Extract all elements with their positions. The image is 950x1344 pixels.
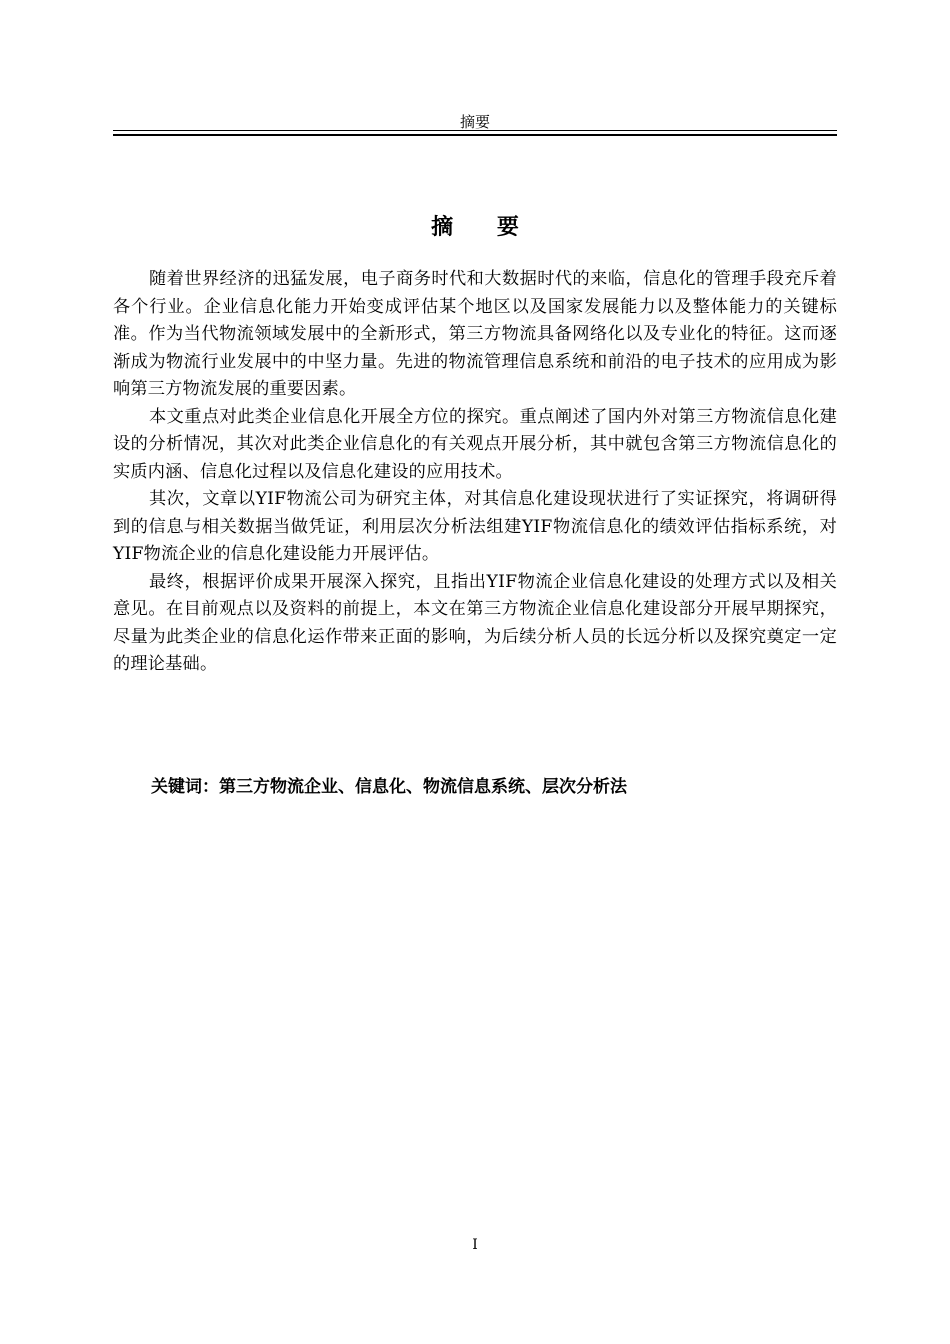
page-number: I [472,1237,478,1253]
paragraph-2: 本文重点对此类企业信息化开展全方位的探究。重点阐述了国内外对第三方物流信息化建设的分析情况，其次对此类企业信息化的有关观点开展分析，其中就包含第三方物流信息化的实质内涵、信息化过程以及信息化建设的应用技术。 [113,406,837,482]
paragraph-3: 其次，文章以YIF物流公司为研究主体，对其信息化建设现状进行了实证探究，将调研得到的信息与相关数据当做凭证，利用层次分析法组建YIF物流信息化的绩效评估指标系统，对YIF物流企业的信息化建设能力开展评估。 [113,489,837,564]
abstract-body [113,266,837,679]
keywords: 关键词：第三方物流企业、信息化、物流信息系统、层次分析法 [151,777,627,797]
page-title: 摘 要 [431,215,537,240]
paragraph-1: 随着世界经济的迅猛发展，电子商务时代和大数据时代的来临，信息化的管理手段充斥着各个行业。企业信息化能力开始变成评估某个地区以及国家发展能力以及整体能力的关键标准。作为当代物流领域发展中的全新形式，第三方物流具备网络化以及专业化的特征。这而逐渐成为物流行业发展中的中坚力量。先进的物流管理信息系统和前沿的电子技术的应用成为影响第三方物流发展的重要因素。 [113,269,837,399]
paragraph-4: 最终，根据评价成果开展深入探究，且指出YIF物流企业信息化建设的处理方式以及相关意见。在目前观点以及资料的前提上，本文在第三方物流企业信息化建设部分开展早期探究，尽量为此类企业的信息化运作带来正面的影响，为后续分析人员的长远分析以及探究奠定一定的理论基础。 [113,571,837,674]
running-header: 摘要 [459,113,490,131]
header-rule [113,130,837,136]
